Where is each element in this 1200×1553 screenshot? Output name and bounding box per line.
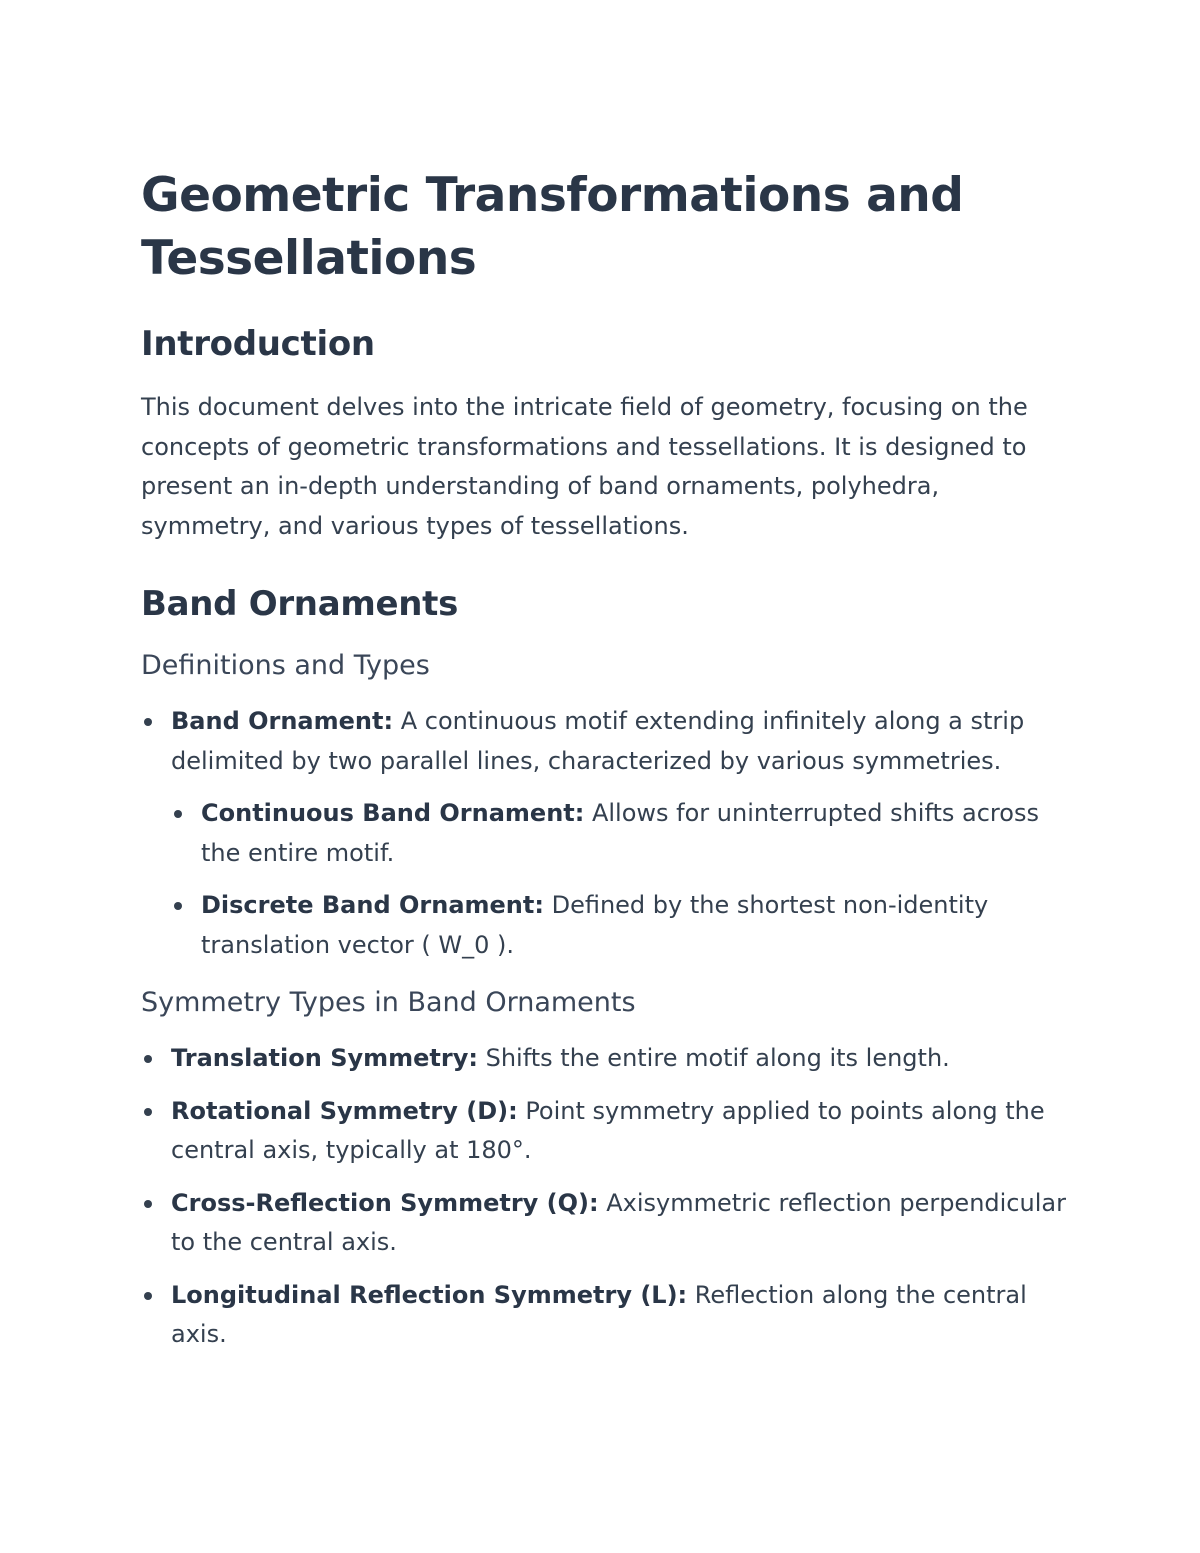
- document-page: [141, 164, 1071, 1368]
- term-label: Cross-Reflection Symmetry (Q):: [171, 1188, 599, 1217]
- definitions-list: [141, 702, 1071, 965]
- term-description: Axisymmetric reflection perpendicular to the central axis.: [171, 1188, 1066, 1256]
- list-item: [141, 1092, 1071, 1171]
- term-description: Shifts the entire motif along its length.: [477, 1044, 950, 1072]
- list-item: [171, 794, 1071, 873]
- band-ornaments-heading: Band Ornaments: [141, 584, 459, 624]
- term-description: Reflection along the central axis.: [171, 1280, 1027, 1348]
- term-label: Continuous Band Ornament:: [201, 799, 585, 827]
- term-description: A continuous motif extending infinitely along a strip delimited by two parallel lines, characterized by various symmetries.: [171, 707, 1025, 775]
- term-label: Discrete Band Ornament:: [201, 891, 544, 919]
- list-item: [141, 1184, 1071, 1263]
- symmetry-types-heading: Symmetry Types in Band Ornaments: [141, 987, 636, 1018]
- term-label: Translation Symmetry:: [171, 1044, 478, 1072]
- nested-list: [171, 794, 1071, 965]
- term-label: Longitudinal Reflection Symmetry (L):: [171, 1280, 688, 1309]
- term-label: Rotational Symmetry (D):: [171, 1096, 518, 1125]
- list-item: [141, 1039, 1071, 1079]
- introduction-paragraph: This document delves into the intricate field of geometry, focusing on the concepts of geometric transformations and tessellations. It is designed to present an in-depth understanding of band ornaments, polyhedra, symmetry, and various types of tessellations.: [141, 393, 1028, 540]
- term-description: Allows for uninterrupted shifts across the entire motif.: [201, 799, 1039, 867]
- term-label: Band Ornament:: [171, 707, 394, 735]
- list-item: [171, 886, 1071, 965]
- list-item: [141, 1276, 1071, 1355]
- introduction-heading: Introduction: [141, 324, 375, 364]
- list-item: [141, 702, 1071, 965]
- page-title: Geometric Transformations and Tessellations: [141, 168, 964, 286]
- term-description: Defined by the shortest non-identity translation vector ( W_0 ).: [201, 891, 989, 959]
- term-description: Point symmetry applied to points along the central axis, typically at 180°.: [171, 1096, 1045, 1164]
- definitions-heading: Definitions and Types: [141, 650, 430, 681]
- symmetry-types-list: [141, 1039, 1071, 1355]
